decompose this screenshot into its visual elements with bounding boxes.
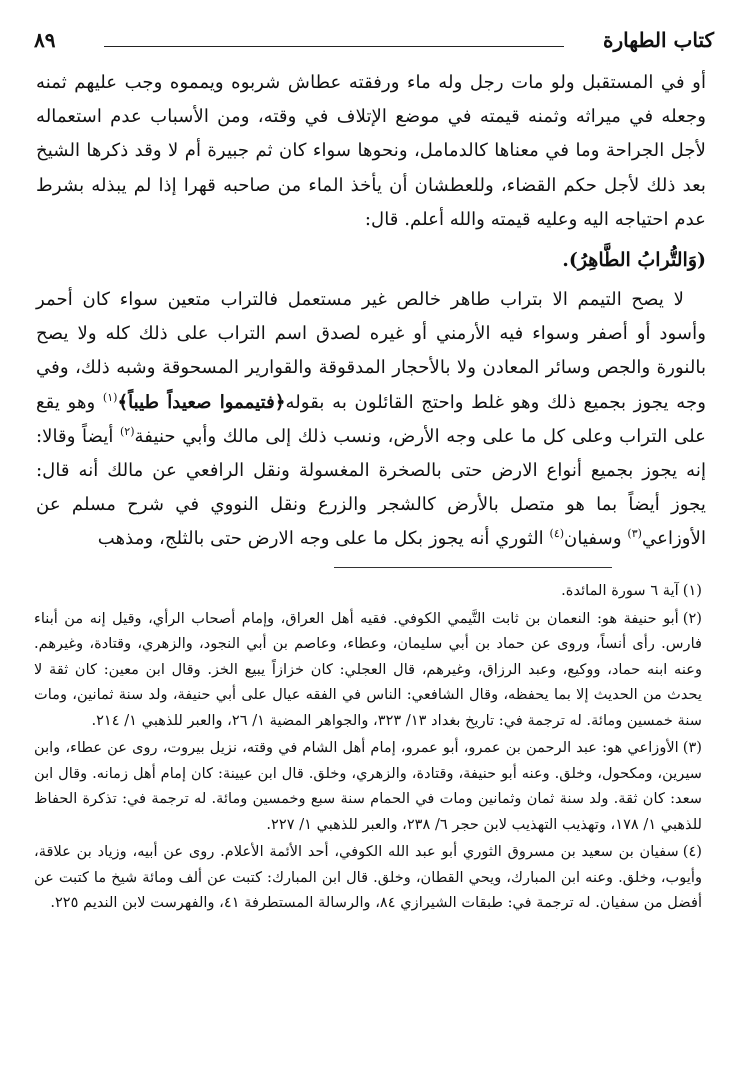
footnote-text: أبو حنيفة هو: النعمان بن ثابت التَّيمي الكوفي. فقيه أهل العراق، وإمام أصحاب الرأي، وقيل إنه من أبناء فارس. رأى أنساً، وروى عن حماد بن أبي سليمان، وعطاء، وعاصم بن أبي النجود، والزهري، وقتادة، وغيرهم. وعنه ابنه حماد، ووكيع، وعبد الرزاق، وغيرهم، قال العجلي: كان خزازاً يبيع الخز. وقال ابن معين: كان ثقة لا يحدث من الحديث إلا بما يحفظه، وقال الشافعي: الناس في الفقه عيال على أبي حنيفة، ولد سنة ثمانين، ومات سنة خمسين ومائة. له ترجمة في: تاريخ بغداد ١٣/ ٣٢٣، والجواهر المضية ١/ ٢٦، والعبر للذهبي ١/ ٢١٤. (34, 609, 702, 729)
footnotes (34, 578, 702, 918)
footnote-text: سفيان بن سعيد بن مسروق الثوري أبو عبد الله الكوفي، أحد الأئمة الأعلام. روى عن أبيه، وزياد بن علاقة، وأيوب، وخلق. وعنه ابن المبارك، ويحي القطان، وخلق. قال ابن المبارك: كتبت عن ألف ومائة شيخ ما كتبت عن أفضل من سفيان. له ترجمة في: طبقات الشيرازي ٨٤، والرسالة المستطرفة ٤١، والفهرست لابن النديم ٢٢٥. (34, 843, 702, 911)
footnote-number: (٤) (682, 843, 702, 860)
footnote-3 (34, 735, 702, 837)
quran-verse: ﴿فتيمموا صعيداً طيباً﴾ (117, 391, 286, 413)
section-heading: (وَالتُّرابُ الطَّاهِرُ). (562, 249, 706, 272)
footnote-ref-3[interactable]: (٣) (627, 527, 642, 541)
footnote-number: (٣) (682, 739, 702, 756)
footnote-2 (34, 606, 702, 734)
paragraph-2-part-e: الثوري أنه يجوز بكل ما على وجه الارض حتى بالثلج، ومذهب (97, 528, 550, 550)
main-text (36, 66, 706, 557)
footnote-text: آية ٦ سورة المائدة. (561, 582, 679, 599)
chapter-title: كتاب الطهارة (603, 28, 714, 52)
paragraph-2-part-a: لا يصح التيمم الا بتراب طاهر خالص غير مستعمل فالتراب متعين سواء كان أحمر وأسود أو أصفر وسواء فيه الأرمني أو غيره لصدق اسم التراب على ذلك كله ولا يصح بالنورة والجص وسائر المعادن ولا بالأحجار المدقوقة والقوارير المسحوقة وشبه ذلك، وفي وجه يجوز بجميع ذلك وهو غلط واحتج القائلون به بقوله (36, 289, 706, 413)
footnote-ref-4[interactable]: (٤) (549, 527, 565, 541)
footnote-4 (34, 839, 702, 916)
paragraph-2-part-d: وسفيان (564, 528, 628, 550)
page-number: ٨٩ (34, 28, 56, 52)
paragraph-2-part-c: أيضاً وقالا: إنه يجوز بجميع أنواع الارض حتى بالصخرة المغسولة ونقل الرافعي عن مالك أنه قال: يجوز أيضاً بما هو متصل بالأرض كالشجر والزرع ونقل النووي في شرح مسلم عن الأوزاعي (36, 425, 706, 550)
footnote-separator (334, 567, 612, 568)
footnote-number: (١) (682, 582, 702, 599)
footnote-ref-1[interactable]: (١) (102, 390, 118, 404)
paragraph-1: أو في المستقبل ولو مات رجل وله ماء ورفقته عطاش شربوه ويمموه وجب عليهم ثمنه وجعله في ميراثه وثمنه قيمته في موضع الإتلاف في وقته، ومن الأسباب عدم استعماله لأجل الجراحة وما في معناها كالدمامل، ونحوها سواء كان ثم جبيرة أم لا وقد ذكرها الشيخ بعد ذلك لأجل حكم القضاء، وللعطشان أن يأخذ الماء من صاحبه قهرا إذا لم يبذله بشرط عدم احتياجه اليه وعليه قيمته والله أعلم. قال: (36, 72, 706, 230)
footnote-number: (٢) (682, 609, 702, 627)
footnote-1 (34, 578, 702, 604)
header-rule (104, 46, 564, 47)
footnote-text: الأوزاعي هو: عبد الرحمن بن عمرو، أبو عمرو، إمام أهل الشام في وقته، نزيل بيروت، روى عن عطاء، وابن سيرين، ومكحول، وخلق. وعنه أبو حنيفة، وقتادة، والزهري، وخلق. قال ابن عيينة: كان إمام أهل زمانه. وقال ابن سعد: كان ثقة. ولد سنة ثمان وثمانين ومات في الحمام سنة سبع وخمسين ومائة. له ترجمة في: تذكرة الحفاظ للذهبي ١/ ١٧٨، وتهذيب التهذيب لابن حجر ٦/ ٢٣٨، والعبر للذهبي ١/ ٢٢٧. (34, 739, 702, 833)
footnote-ref-2[interactable]: (٢) (119, 424, 135, 438)
paragraph-2 (36, 283, 706, 557)
running-header (34, 28, 714, 58)
paragraph-2-part-b: وهو يقع على التراب وعلى كل ما على وجه الأرض، ونسب ذلك إلى مالك وأبي حنيفة (36, 391, 706, 447)
